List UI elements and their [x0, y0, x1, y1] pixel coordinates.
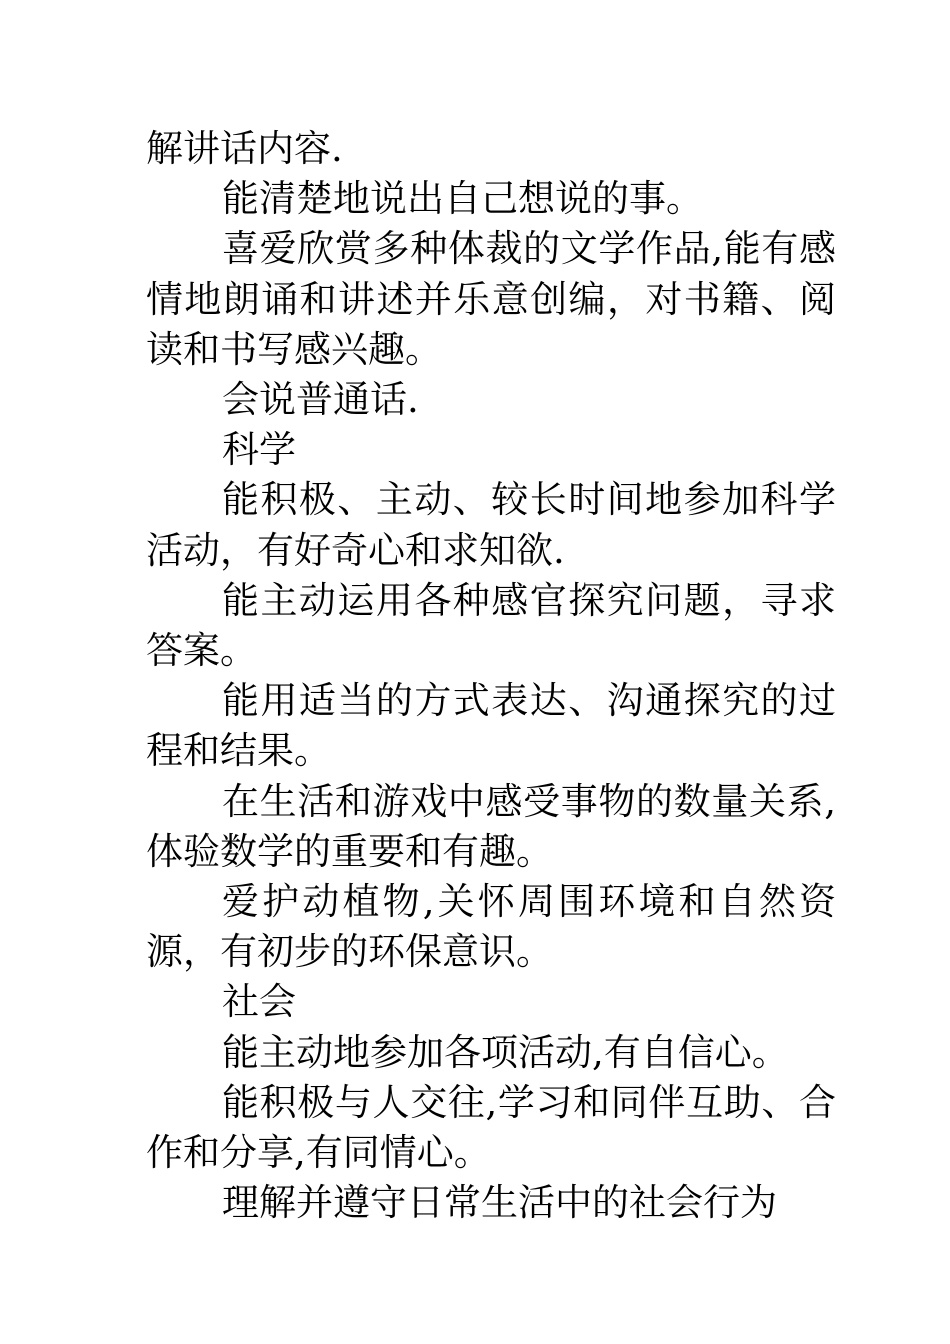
paragraph: 爱护动植物,关怀周围环境和自然资源，有初步的环保意识。 — [146, 880, 836, 974]
paragraph-continuation: 解讲话内容. — [146, 127, 343, 170]
document-body — [146, 124, 836, 1228]
paragraph: 喜爱欣赏多种体裁的文学作品,能有感情地朗诵和讲述并乐意创编，对书籍、阅读和书写感兴趣。 — [146, 227, 836, 371]
paragraph: 会说普通话. — [222, 378, 419, 422]
paragraph: 理解并遵守日常生活中的社会行为 — [222, 1181, 777, 1225]
paragraph: 能主动地参加各项活动,有自信心。 — [222, 1030, 789, 1074]
paragraph: 能主动运用各种感官探究问题，寻求答案。 — [146, 578, 836, 673]
paragraph: 能积极与人交往,学习和同伴互助、合作和分享,有同情心。 — [146, 1080, 836, 1175]
paragraph: 能用适当的方式表达、沟通探究的过程和结果。 — [146, 679, 836, 773]
paragraph: 能清楚地说出自己想说的事。 — [222, 177, 703, 221]
section-heading-society: 社会 — [222, 980, 296, 1024]
section-heading-science: 科学 — [222, 428, 296, 472]
paragraph: 能积极、主动、较长时间地参加科学活动，有好奇心和求知欲. — [146, 478, 836, 572]
paragraph: 在生活和游戏中感受事物的数量关系,体验数学的重要和有趣。 — [146, 779, 836, 873]
